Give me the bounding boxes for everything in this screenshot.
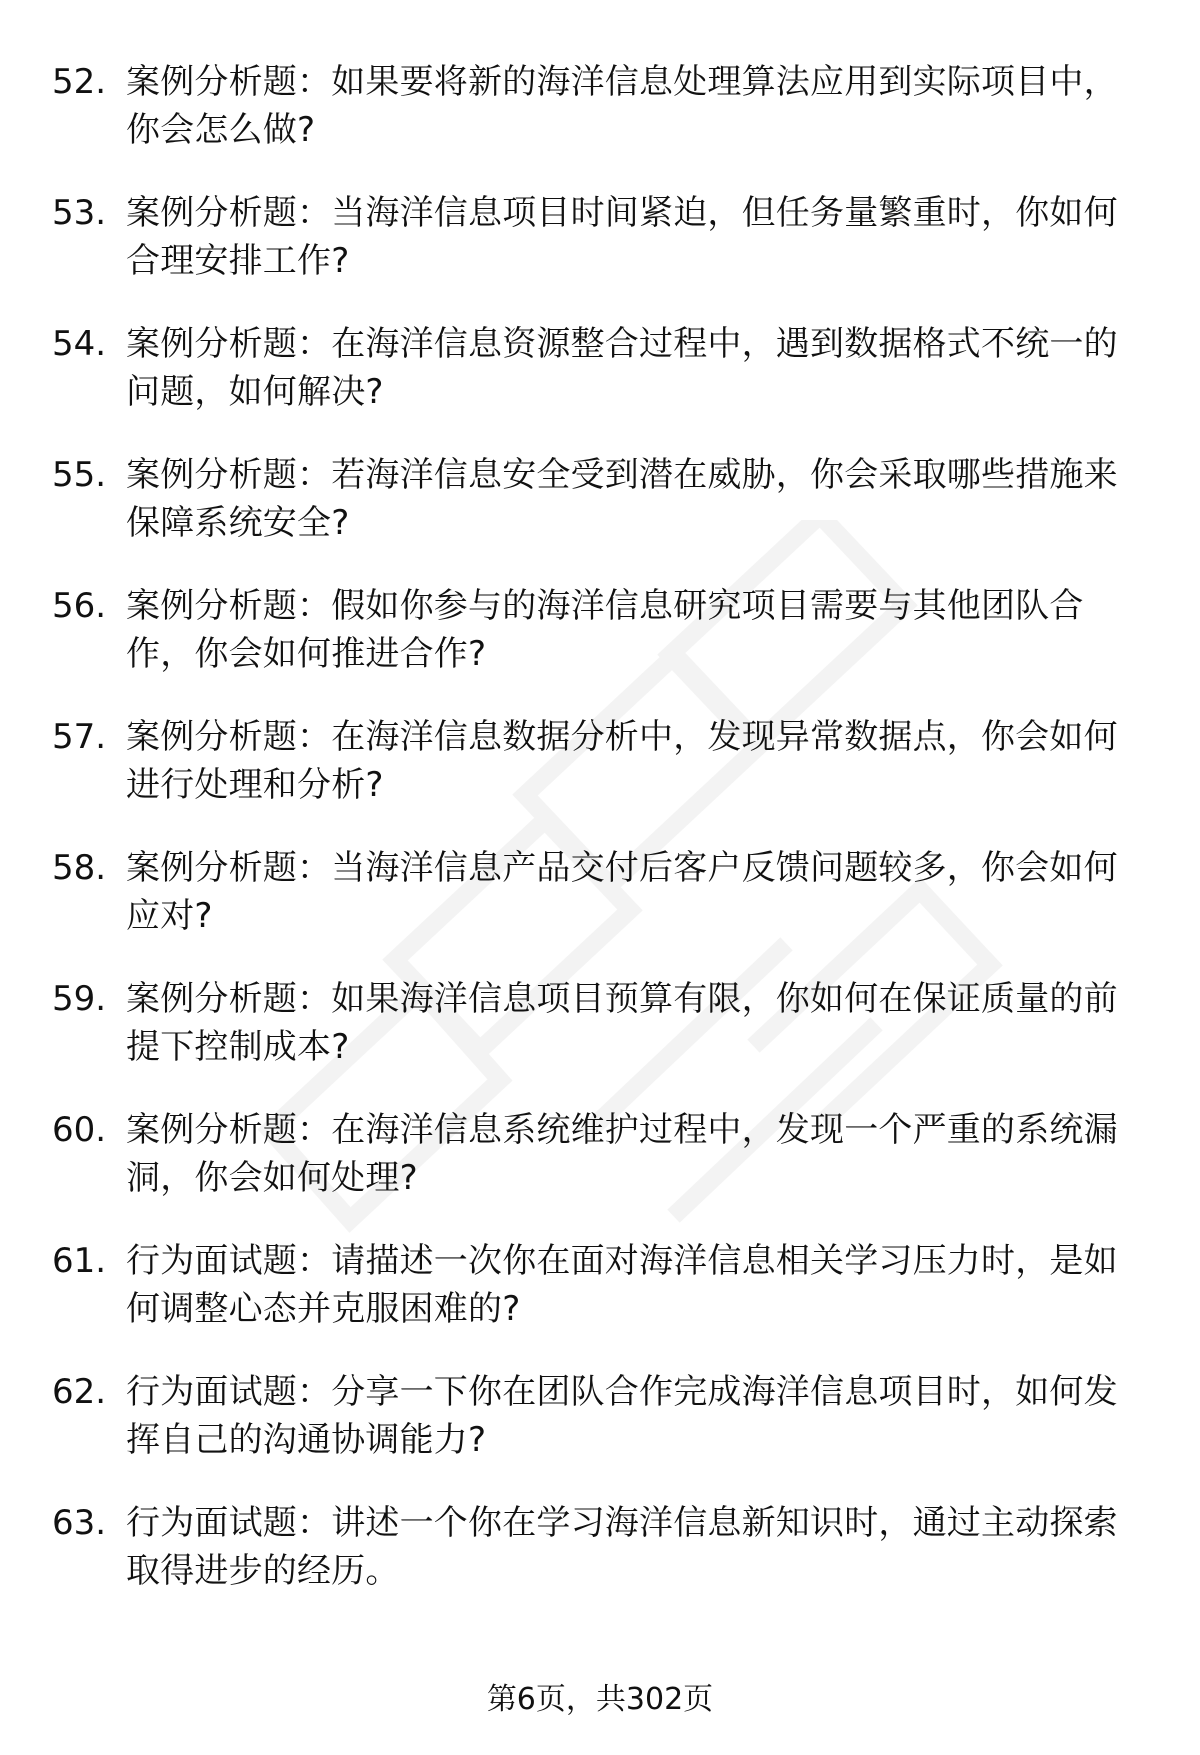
question-item: [52, 1499, 1152, 1630]
question-number: 59.: [52, 979, 107, 1019]
question-item: [52, 451, 1152, 582]
question-text: 案例分析题：假如你参与的海洋信息研究项目需要与其他团队合作，你会如何推进合作?: [126, 586, 1084, 674]
question-text: 案例分析题：如果要将新的海洋信息处理算法应用到实际项目中，你会怎么做?: [126, 62, 1118, 150]
question-text: 行为面试题：请描述一次你在面对海洋信息相关学习压力时，是如何调整心态并克服困难的?: [126, 1241, 1118, 1329]
question-text: 案例分析题：当海洋信息产品交付后客户反馈问题较多，你会如何应对?: [126, 848, 1118, 936]
question-number: 63.: [52, 1503, 107, 1543]
question-item: [52, 1237, 1152, 1368]
question-number: 61.: [52, 1241, 107, 1281]
question-number: 52.: [52, 62, 107, 102]
question-item: [52, 1368, 1152, 1499]
question-text: 案例分析题：若海洋信息安全受到潜在威胁，你会采取哪些措施来保障系统安全?: [126, 455, 1118, 543]
question-item: [52, 189, 1152, 320]
question-number: 60.: [52, 1110, 107, 1150]
question-number: 62.: [52, 1372, 107, 1412]
question-number: 58.: [52, 848, 107, 888]
question-item: [52, 320, 1152, 451]
question-number: 57.: [52, 717, 107, 757]
question-text: 案例分析题：在海洋信息资源整合过程中，遇到数据格式不统一的问题，如何解决?: [126, 324, 1118, 412]
question-item: [52, 713, 1152, 844]
question-number: 54.: [52, 324, 107, 364]
question-list: [52, 58, 1152, 1630]
question-text: 案例分析题：在海洋信息数据分析中，发现异常数据点，你会如何进行处理和分析?: [126, 717, 1118, 805]
question-item: [52, 58, 1152, 189]
question-item: [52, 844, 1152, 975]
question-text: 行为面试题：讲述一个你在学习海洋信息新知识时，通过主动探索取得进步的经历。: [126, 1503, 1118, 1591]
question-item: [52, 1106, 1152, 1237]
page-footer: 第6页，共302页: [486, 1682, 714, 1717]
question-text: 案例分析题：在海洋信息系统维护过程中，发现一个严重的系统漏洞，你会如何处理?: [126, 1110, 1118, 1198]
question-number: 53.: [52, 193, 107, 233]
question-text: 行为面试题：分享一下你在团队合作完成海洋信息项目时，如何发挥自己的沟通协调能力?: [126, 1372, 1118, 1460]
question-number: 56.: [52, 586, 107, 626]
question-item: [52, 975, 1152, 1106]
question-text: 案例分析题：如果海洋信息项目预算有限，你如何在保证质量的前提下控制成本?: [126, 979, 1118, 1067]
question-text: 案例分析题：当海洋信息项目时间紧迫，但任务量繁重时，你如何合理安排工作?: [126, 193, 1118, 281]
question-item: [52, 582, 1152, 713]
question-number: 55.: [52, 455, 107, 495]
